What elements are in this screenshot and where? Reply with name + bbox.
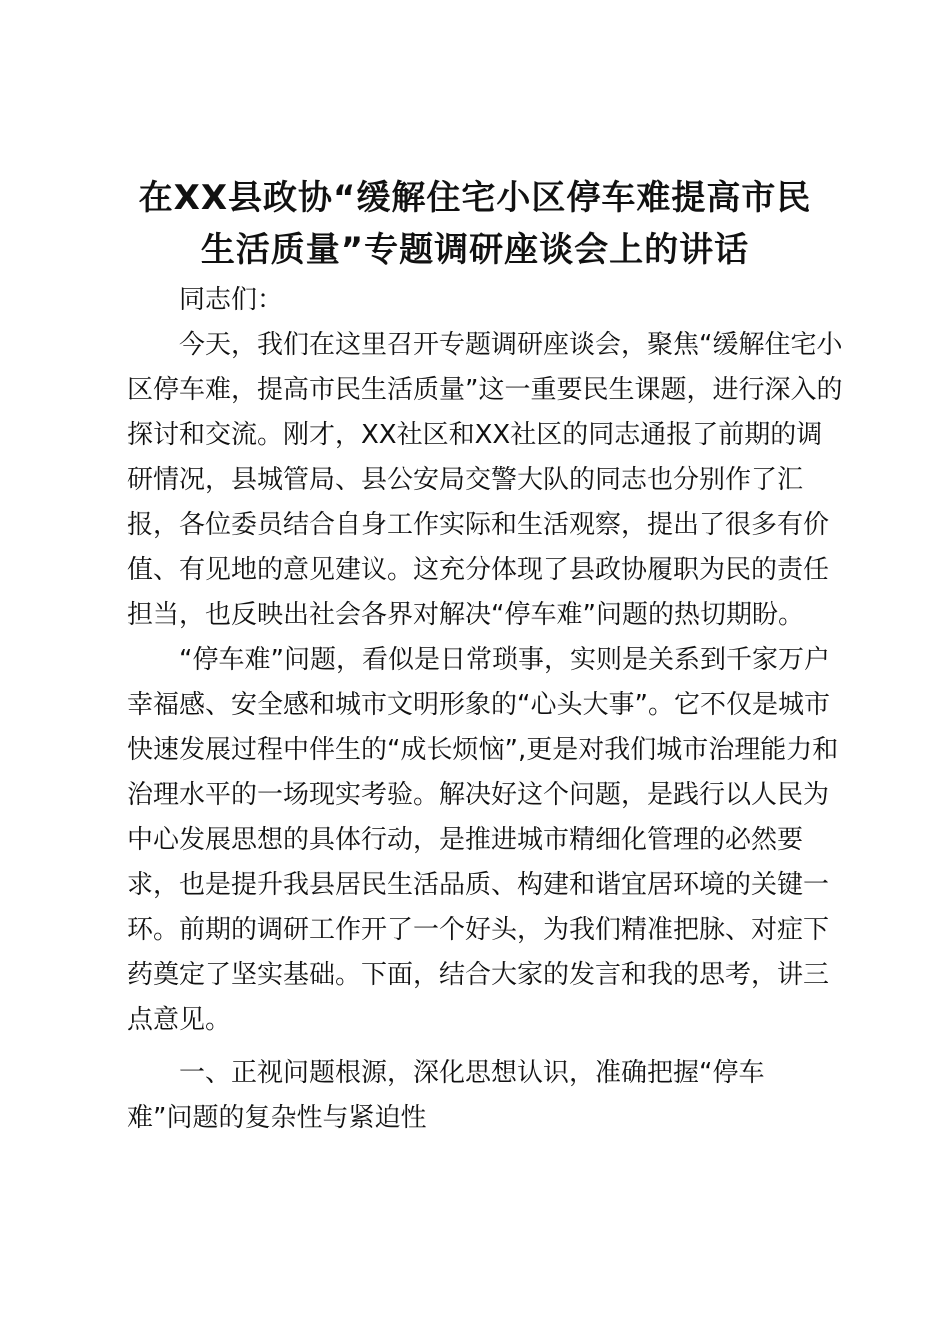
section-heading-1 bbox=[127, 1051, 832, 1141]
paragraph-2-line: 中心发展思想的具体行动，是推进城市精细化管理的必然要 bbox=[127, 825, 804, 855]
paragraph-1-line: 探讨和交流。刚才，XX社区和XX社区的同志通报了前期的调 bbox=[127, 420, 823, 450]
paragraph-2-line: 求，也是提升我县居民生活品质、构建和谐宜居环境的关键一 bbox=[127, 870, 830, 900]
paragraph-1-line: 今天，我们在这里召开专题调研座谈会，聚焦“缓解住宅小 bbox=[179, 330, 843, 360]
paragraph-1-line: 研情况，县城管局、县公安局交警大队的同志也分别作了汇 bbox=[127, 465, 804, 495]
paragraph-1-line: 报，各位委员结合自身工作实际和生活观察，提出了很多有价 bbox=[127, 510, 830, 540]
paragraph-1-line: 区停车难，提高市民生活质量”这一重要民生课题，进行深入的 bbox=[127, 375, 843, 405]
title-line-2: 生活质量”专题调研座谈会上的讲话 bbox=[200, 230, 750, 270]
section-gap bbox=[127, 1043, 832, 1051]
paragraph-1 bbox=[127, 323, 843, 638]
paragraph-2 bbox=[127, 638, 839, 1043]
paragraph-2-line: 环。前期的调研工作开了一个好头，为我们精准把脉、对症下 bbox=[127, 915, 830, 945]
title-line-1: 在XX县政协“缓解住宅小区停车难提高市民 bbox=[138, 178, 812, 218]
paragraph-2-line: 治理水平的一场现实考验。解决好这个问题，是践行以人民为 bbox=[127, 780, 830, 810]
salutation: 同志们： bbox=[179, 285, 284, 315]
document-body bbox=[127, 278, 843, 1141]
document-title bbox=[100, 172, 850, 276]
paragraph-2-line: 点意见。 bbox=[127, 1005, 232, 1035]
paragraph-2-line: 快速发展过程中伴生的“成长烦恼”,更是对我们城市治理能力和 bbox=[127, 735, 839, 765]
paragraph-2-line: 幸福感、安全感和城市文明形象的“心头大事”。它不仅是城市 bbox=[127, 690, 830, 720]
paragraph-1-line: 担当，也反映出社会各界对解决“停车难”问题的热切期盼。 bbox=[127, 600, 804, 630]
paragraph-2-line: “停车难”问题，看似是日常琐事，实则是关系到千家万户 bbox=[179, 645, 830, 675]
section-heading-line: 难”问题的复杂性与紧迫性 bbox=[127, 1103, 427, 1133]
paragraph-2-line: 药奠定了坚实基础。下面，结合大家的发言和我的思考，讲三 bbox=[127, 960, 830, 990]
section-heading-line: 一、正视问题根源，深化思想认识，准确把握“停车 bbox=[179, 1058, 765, 1088]
paragraph-1-line: 值、有见地的意见建议。这充分体现了县政协履职为民的责任 bbox=[127, 555, 830, 585]
